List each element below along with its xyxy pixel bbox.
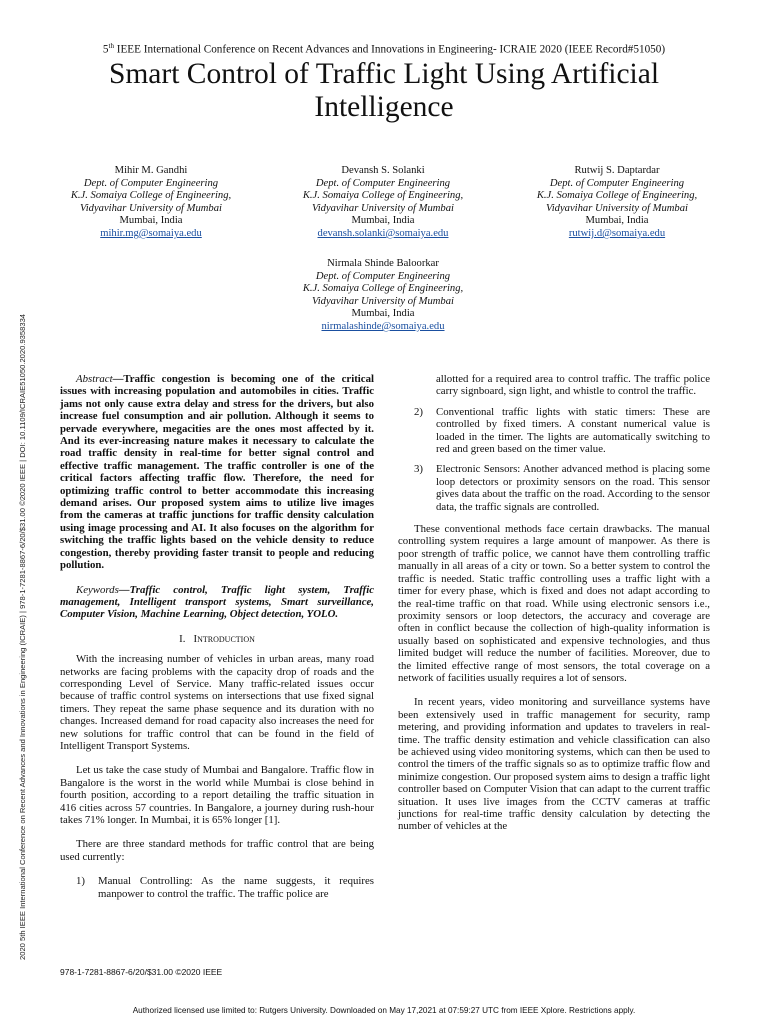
author-name: Mihir M. Gandhi [114, 165, 188, 176]
author-email-link[interactable]: devansh.solanki@somaiya.edu [317, 227, 449, 239]
author-block [512, 165, 722, 241]
license-notice: Authorized licensed use limited to: Rutgers University. Downloaded on May 17,2021 at 07:59:27 UTC from IEEE Xplore. Restrictions apply. [132, 1006, 636, 1015]
list-item-continued: allotted for a required area to control traffic. The traffic police carry signboard, sign light, and whistle to control the traffic. [436, 373, 710, 398]
list-item: 2) Conventional traffic lights with static timers: These are controlled by fixed timers. A constant numerical value is loaded in the timer. The lights are automatically switching to red and green based on the timer value. [414, 405, 710, 456]
author-name: Devansh S. Solanki [341, 165, 425, 176]
author-city: Mumbai, India [585, 215, 649, 227]
author-university: Vidyavihar University of Mumbai [312, 295, 454, 307]
author-university: Vidyavihar University of Mumbai [546, 202, 688, 214]
list-item: 3) Electronic Sensors: Another advanced method is placing some loop detectors or proximity sensors on the road. This sensor gives data about the traffic on the road. According to the sensor data, the traffic signals are controlled. [414, 463, 710, 513]
author-city: Mumbai, India [119, 215, 183, 227]
right-column [398, 373, 710, 833]
paragraph: There are three standard methods for traffic control that are being used currently: [60, 838, 374, 863]
author-dept: Dept. of Computer Engineering [315, 177, 451, 189]
section-heading: I. Introduction [179, 632, 255, 645]
paragraph: In recent years, video monitoring and surveillance systems have been extensively used in traffic management for security, ramp metering, and providing information and updates to travelers in real-time. The traffic density estimation and vehicle classification can also be achieved using video monitoring systems, which can then be used to control the timers of the traffic signals so as to optimize traffic flow and minimize congestion. Our proposed system aims to design a traffic light controller based on Computer Vision that can adapt to the current traffic situation. It uses live images from the CCTV cameras at traffic junctions for real-time traffic density calculation by detecting the number of vehicles at the [398, 696, 710, 833]
paragraph: With the increasing number of vehicles in urban areas, many road networks are facing problems with the capacity drop of roads and the corresponding Level of Service. Many traffic-related issues occur because of traffic control systems on intersections that use fixed signal timers. They repeat the same phase sequence and its duration with no changes. Increased demand for road capacity also increases the need for new solutions for traffic control that can be found in the field of Intelligent Transport Systems. [60, 653, 374, 752]
copyright-footer: 978-1-7281-8867-6/20/$31.00 ©2020 IEEE [60, 967, 223, 977]
author-college: K.J. Somaiya College of Engineering, [536, 190, 698, 202]
keywords: Keywords—Traffic control, Traffic light system, Traffic management, Intelligent transport systems, Smart surveillance, Computer Vision, Machine Learning, Object detection, YOLO. [60, 583, 374, 621]
doi-side-stamp: 2020 5th IEEE International Conference on Recent Advances and Innovations in Engineering (ICRAIE) | 978-1-7281-8867-6/20/$31.00 ©2020 IEEE | DOI: 10.1109/ICRAIE51050.2020.9358334 [18, 313, 27, 960]
author-block [46, 165, 256, 241]
paragraph: These conventional methods face certain drawbacks. The manual controlling system requires a large amount of manpower. As there is poor strength of traffic police, we cannot have them controlling traffic manually in all areas of a city or town. So a better system to control the traffic is needed. Static traffic controlling uses a traffic light with a timer for every phase, which is fixed and does not adapt according to the real-time traffic on that road. While using electronic sensors i.e., proximity sensors or loop detectors, the accuracy and coverage are often in conflict because the collection of high-quality information is usually based on sophisticated and expensive technologies, and thus limited budget will reduce the number of facilities. Moreover, due to the limited effective range of most sensors, the total coverage on a network of facilities usually requires a lot of sensors. [398, 523, 710, 684]
conference-header: 5th IEEE International Conference on Recent Advances and Innovations in Engineering- ICRAIE 2020 (IEEE Record#51050) [102, 42, 666, 56]
author-block [278, 258, 488, 334]
author-dept: Dept. of Computer Engineering [315, 270, 451, 282]
author-college: K.J. Somaiya College of Engineering, [302, 190, 464, 202]
author-dept: Dept. of Computer Engineering [549, 177, 685, 189]
left-column [60, 373, 374, 900]
author-dept: Dept. of Computer Engineering [83, 177, 219, 189]
paper-title: Smart Control of Traffic Light Using Artificial Intelligence [108, 58, 660, 123]
author-email-link[interactable]: rutwij.d@somaiya.edu [568, 227, 666, 239]
author-email-link[interactable]: nirmalashinde@somaiya.edu [321, 320, 445, 332]
author-university: Vidyavihar University of Mumbai [312, 202, 454, 214]
author-block [278, 165, 488, 241]
paragraph: Let us take the case study of Mumbai and Bangalore. Traffic flow in Bangalore is the worst in the world while Mumbai is close behind in fourth position, according to a report detailing the traffic situation in 416 cities across 57 countries. In Bangalore, a journey during rush-hour takes 71% longer. In Mumbai, it is 65% longer [1]. [60, 764, 374, 826]
abstract: Abstract—Traffic congestion is becoming one of the critical issues with increasing population and automobiles in cities. Traffic jams not only cause extra delay and stress for the drivers, but also increase fuel consumption and air pollution. Although it seems to pervade everywhere, megacities are the ones most affected by it. And its ever-increasing nature makes it necessary to calculate the road traffic density in real-time for better signal control and effective traffic management. The traffic controller is one of the critical factors affecting traffic flow. Therefore, the need for optimizing traffic control to better accommodate this increasing demand arises. Our proposed system aims to utilize live images from the cameras at traffic junctions for traffic density calculation using image processing and AI. It also focuses on the algorithm for switching the traffic lights based on the vehicle density to reduce congestion, thereby providing faster transit to people and reducing pollution. [60, 373, 374, 572]
author-email-link[interactable]: mihir.mg@somaiya.edu [100, 227, 202, 239]
list-item: 1) Manual Controlling: As the name suggests, it requires manpower to control the traffic. The traffic police are [76, 875, 374, 900]
author-university: Vidyavihar University of Mumbai [80, 202, 222, 214]
author-city: Mumbai, India [351, 308, 415, 320]
author-college: K.J. Somaiya College of Engineering, [70, 190, 232, 202]
author-name: Rutwij S. Daptardar [574, 165, 660, 176]
author-name: Nirmala Shinde Baloorkar [327, 258, 439, 269]
author-college: K.J. Somaiya College of Engineering, [302, 283, 464, 295]
author-city: Mumbai, India [351, 215, 415, 227]
